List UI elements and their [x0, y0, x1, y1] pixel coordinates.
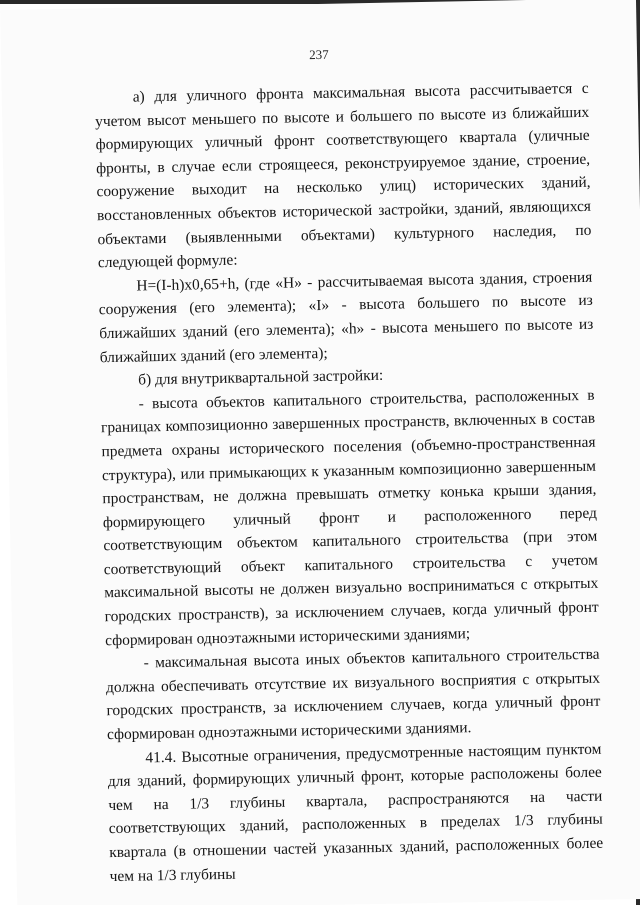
paragraph-intra-block: б) для внутриквартальной застройки:: [138, 366, 384, 389]
paragraph-other-objects: - максимальная высота иных объектов капитального строительства должна обеспечивать отсутствие их визуального восприятия с открытых городских пространств, за исключением случаев, когда уличный фронт сформирован одноэтажными историческими зданиями.: [105, 645, 601, 744]
page-number: 237: [309, 46, 329, 63]
paragraph-street-front: а) для уличного фронта максимальная высота рассчитывается с учетом высот меньшего по высоте и большего по высоте из ближайших формирующих уличный фронт соответствующего квартала (уличные фронты, в случае если строящееся, реконструируемое здание, строение, сооружение выходит на несколько улиц) исторических зданий, восстановленных объектов исторической застройки, зданий, являющихся объектами (выявленными объектами) культурного наследия, по следующей формуле:: [95, 79, 592, 272]
document-body: [95, 77, 604, 889]
paragraph-41-4: 41.4. Высотные ограничения, предусмотренные настоящим пунктом для зданий, формирующих уличный фронт, которые расположены более чем на 1/3 глубины квартала, распространяются на части соответствующих зданий, расположенных в пределах 1/3 глубины квартала (в отношении частей указанных зданий, расположенных более чем на 1/3 глубины: [107, 740, 604, 885]
paragraph-capital-objects: - высота объектов капитального строительства, расположенных в границах композиционно завершенных пространств, включенных в состав предмета охраны исторического поселения (объемно-пространственная структура), или примыкающих к указанным композиционно завершенным пространствам, не должна превышать отметку конька крыши здания, формирующего уличный фронт и расположенного перед соответствующим объектом капитального строительства (при этом соответствующий объект капитального строительства с учетом максимальной высоты не должен визуально восприниматься с открытых городских пространств), за исключением случаев, когда уличный фронт сформирован одноэтажными историческими зданиями;: [100, 386, 599, 649]
paragraph-formula: H=(I-h)x0,65+h, (где «H» - рассчитываемая высота здания, строения сооружения (его элемента); «I» - высота большего по высоте из ближайших зданий (его элемента); «h» - высота меньшего по высоте из ближайших зданий (его элемента);: [98, 268, 594, 366]
